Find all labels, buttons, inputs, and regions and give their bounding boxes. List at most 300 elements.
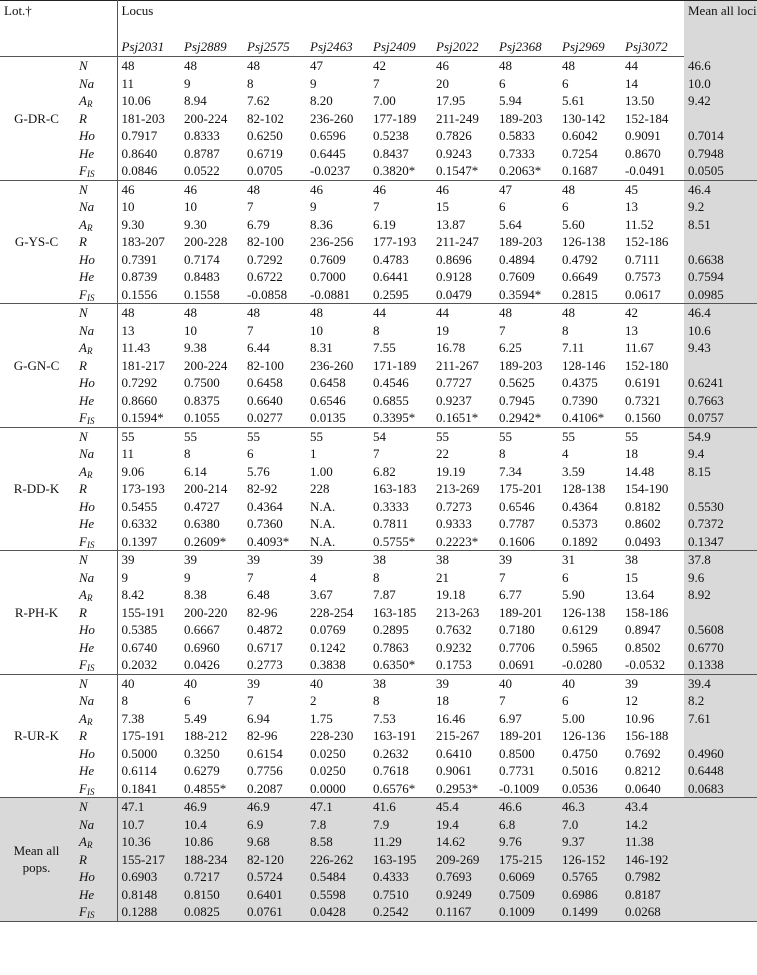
value-cell: 7.55	[373, 340, 396, 355]
locus-name-psj2463: Psj2463	[306, 37, 369, 57]
value-cell: 46	[436, 181, 449, 197]
value-cell: 6	[499, 75, 506, 91]
value-cell: 0.6596	[310, 128, 346, 143]
value-cell: 38	[625, 552, 638, 567]
value-cell: 0.7000	[310, 269, 346, 284]
value-cell: 8	[121, 693, 128, 708]
value-cell: 38	[373, 675, 386, 691]
value-cell: 0.8148	[117, 886, 180, 904]
value-cell: 0.1753	[432, 656, 495, 674]
value-cell: 0.3594*	[495, 286, 558, 304]
value-cell: 10.96	[625, 710, 655, 726]
table-row	[0, 674, 757, 692]
parameter-label: $A_R$	[73, 463, 117, 481]
parameter-label: $F_{IS}$	[73, 409, 117, 427]
value-cell: 8	[373, 693, 380, 708]
value-cell: 228-230	[310, 728, 354, 743]
value-cell: 0.1167	[432, 903, 495, 921]
value-cell	[684, 727, 757, 745]
value-cell: 0.4727	[184, 498, 220, 514]
value-cell	[684, 480, 757, 498]
value-cell: 0.8150	[180, 886, 243, 904]
value-cell: 126-138	[562, 604, 606, 620]
value-cell: 236-260	[310, 357, 354, 373]
parameter-label: He	[73, 268, 117, 286]
value-cell: 10	[184, 199, 197, 214]
value-cell: 0.6445	[310, 145, 346, 161]
table-row	[0, 727, 757, 745]
table-row	[0, 515, 757, 533]
value-cell: 16.46	[436, 710, 466, 726]
value-cell: 13.50	[625, 93, 655, 108]
value-cell: 0.1288	[117, 903, 180, 921]
value-cell: 0.7292	[247, 251, 283, 267]
parameter-label: $F_{IS}$	[73, 533, 117, 551]
value-cell: 13.87	[436, 216, 466, 232]
value-cell: 5.49	[184, 710, 207, 726]
locus-name-psj3072: Psj3072	[621, 37, 684, 57]
value-cell: 0.5530	[684, 498, 757, 516]
value-cell: -0.1009	[495, 780, 558, 798]
table-row	[0, 75, 757, 93]
value-cell: 0.1347	[684, 533, 757, 551]
value-cell: 6.14	[184, 463, 207, 479]
value-cell: 5.76	[247, 463, 270, 479]
value-cell: 0.7500	[184, 375, 220, 390]
table-row	[0, 110, 757, 128]
value-cell: 55	[184, 428, 197, 444]
value-cell: 0.7945	[499, 392, 535, 408]
parameter-label: $F_{IS}$	[73, 780, 117, 798]
value-cell: 0.6250	[247, 128, 283, 143]
value-cell: 82-120	[243, 851, 306, 869]
parameter-label: $F_{IS}$	[73, 656, 117, 674]
value-cell: 46	[436, 58, 449, 73]
value-cell: 15	[436, 199, 449, 214]
value-cell: 0.7756	[247, 763, 283, 778]
value-cell: 0.6042	[562, 128, 598, 143]
table-row	[0, 92, 757, 110]
value-cell: 0.3838	[306, 656, 369, 674]
value-cell: -0.0491	[621, 162, 684, 180]
table-row	[0, 710, 757, 728]
value-cell: 0.4792	[562, 251, 598, 267]
value-cell: 3.59	[562, 463, 585, 479]
table-row	[0, 145, 757, 163]
value-cell: 39	[247, 675, 260, 691]
value-cell: 48	[499, 58, 512, 73]
parameter-label: N	[73, 427, 117, 445]
value-cell: 0.8660	[121, 392, 158, 408]
value-cell: 22	[436, 446, 449, 461]
value-cell: 0.9091	[625, 128, 661, 143]
value-cell: 0.5455	[121, 498, 158, 514]
value-cell: 39.4	[684, 674, 757, 692]
value-cell: 12	[625, 693, 638, 708]
value-cell: 0.5238	[373, 128, 409, 143]
value-cell: 0.6649	[562, 269, 598, 284]
parameter-label: $A_R$	[73, 833, 117, 851]
parameter-label: Ho	[73, 251, 117, 269]
value-cell: 39	[625, 675, 638, 691]
value-cell: 0.2632	[373, 745, 409, 761]
value-cell: 152-184	[625, 110, 669, 126]
value-cell: 0.7731	[499, 763, 535, 778]
parameter-label: Na	[73, 569, 117, 587]
value-cell: 0.9249	[432, 886, 495, 904]
parameter-label: N	[73, 57, 117, 75]
parameter-label: $A_R$	[73, 92, 117, 110]
parameter-label: Ho	[73, 374, 117, 392]
value-cell: 38	[373, 552, 386, 567]
value-cell: 0.5625	[499, 375, 535, 390]
value-cell: 0.2609*	[180, 533, 243, 551]
value-cell: 0.6576*	[369, 780, 432, 798]
parameter-label: R	[73, 357, 117, 375]
value-cell: 8.58	[306, 833, 369, 851]
value-cell: 39	[310, 552, 323, 567]
value-cell: 11.52	[625, 216, 654, 232]
value-cell: 215-267	[436, 728, 480, 743]
value-cell: 6	[184, 693, 191, 708]
value-cell: 19	[436, 322, 449, 338]
value-cell: 46.9	[180, 798, 243, 816]
value-cell: 0.7727	[436, 375, 472, 390]
value-cell: 7	[373, 199, 380, 214]
value-cell: 0.0135	[306, 409, 369, 427]
value-cell: 154-190	[625, 481, 669, 496]
value-cell: 0.8947	[625, 622, 661, 637]
table-row	[0, 180, 757, 198]
value-cell: 0.7917	[121, 128, 158, 143]
value-cell: 0.7618	[373, 763, 409, 778]
locus-name-psj2575: Psj2575	[243, 37, 306, 57]
value-cell: 4	[310, 569, 317, 585]
value-cell: 5.61	[562, 93, 585, 108]
value-cell: 9.43	[684, 339, 757, 357]
value-cell: 0.7609	[310, 251, 346, 267]
value-cell: 9.38	[184, 340, 207, 355]
value-cell: 236-260	[310, 110, 354, 126]
value-cell: 0.1397	[117, 533, 180, 551]
value-cell: 15	[625, 569, 638, 585]
value-cell: 0.7391	[121, 251, 158, 267]
value-cell: 8.2	[684, 692, 757, 710]
value-cell: 0.8375	[184, 392, 220, 408]
mean-all-pops-row	[0, 798, 757, 816]
mean-all-pops-row	[0, 868, 757, 886]
value-cell: 211-267	[436, 357, 479, 373]
value-cell: 0.5484	[306, 868, 369, 886]
value-cell: 0.1594*	[117, 409, 180, 427]
value-cell: 200-224	[184, 357, 228, 373]
value-cell: 9.2	[684, 198, 757, 216]
value-cell: 6.9	[243, 816, 306, 834]
value-cell: 0.7982	[621, 868, 684, 886]
parameter-label: R	[73, 851, 117, 869]
value-cell: 8	[373, 569, 380, 585]
value-cell: 213-263	[436, 604, 480, 620]
value-cell: 10.06	[121, 93, 151, 108]
parameter-label: $A_R$	[73, 216, 117, 234]
value-cell: 7	[373, 75, 380, 91]
value-cell: 0.0769	[310, 622, 346, 637]
value-cell: -0.0237	[306, 162, 369, 180]
value-cell: 10.4	[180, 816, 243, 834]
value-cell: 0.4333	[369, 868, 432, 886]
value-cell: 0.6640	[247, 392, 283, 408]
value-cell: 175-201	[499, 481, 543, 496]
value-cell: 0.2815	[558, 286, 621, 304]
value-cell: 55	[121, 428, 135, 444]
value-cell: 0.7948	[684, 145, 757, 163]
value-cell: 0.8500	[499, 745, 535, 761]
value-cell: 0.1651*	[432, 409, 495, 427]
parameter-label: Na	[73, 816, 117, 834]
value-cell: 0.7273	[436, 498, 472, 514]
value-cell	[684, 604, 757, 622]
value-cell: 0.7180	[499, 622, 535, 637]
value-cell: 0.0522	[180, 162, 243, 180]
value-cell: 0.5755*	[369, 533, 432, 551]
value-cell: 7	[373, 446, 380, 461]
value-cell: 0.6191	[625, 375, 661, 390]
value-cell: 189-203	[499, 110, 543, 126]
locus-name-psj2889: Psj2889	[180, 37, 243, 57]
value-cell: 213-269	[436, 481, 480, 496]
value-cell: 0.8787	[184, 145, 220, 161]
table-row	[0, 780, 757, 798]
value-cell: 7.34	[499, 463, 522, 479]
value-cell: 0.5608	[684, 621, 757, 639]
locus-header: Locus	[117, 1, 684, 38]
value-cell: 39	[121, 552, 135, 567]
value-cell: 211-247	[436, 234, 479, 249]
value-cell: 0.8602	[625, 516, 661, 531]
value-cell: 0.0617	[621, 286, 684, 304]
locus-name-psj2022: Psj2022	[432, 37, 495, 57]
value-cell: 0.8640	[121, 145, 158, 161]
value-cell: 0.2595	[369, 286, 432, 304]
value-cell: 128-146	[562, 357, 606, 373]
value-cell: 0.3250	[184, 745, 220, 761]
parameter-label: Na	[73, 75, 117, 93]
population-label: G-GN-C	[0, 304, 73, 428]
value-cell: 7.38	[121, 710, 145, 726]
value-cell: 13	[121, 322, 135, 338]
value-cell: 0.1892	[558, 533, 621, 551]
value-cell: -0.0532	[621, 656, 684, 674]
value-cell: 40	[310, 675, 323, 691]
value-cell: 7.87	[373, 587, 396, 602]
value-cell: 0.9232	[436, 639, 472, 655]
value-cell: 8.31	[310, 340, 333, 355]
value-cell: 9.42	[684, 92, 757, 110]
value-cell: 0.4894	[499, 251, 535, 267]
value-cell: 236-256	[310, 234, 354, 249]
locus-name-psj2031: Psj2031	[117, 37, 180, 57]
value-cell: 0.7292	[121, 375, 158, 390]
value-cell: 0.6410	[436, 745, 472, 761]
value-cell: 0.1547*	[432, 162, 495, 180]
parameter-label: Ho	[73, 745, 117, 763]
value-cell: N.A.	[306, 533, 369, 551]
value-cell: 13	[625, 199, 638, 214]
value-cell: 7.62	[247, 93, 270, 108]
value-cell: 0.0250	[310, 763, 346, 778]
value-cell: 0.1055	[180, 409, 243, 427]
value-cell: 189-203	[499, 357, 543, 373]
value-cell: 0.4960	[684, 745, 757, 763]
value-cell: 42	[625, 305, 638, 320]
value-cell: 82-96	[247, 604, 278, 620]
parameter-label: He	[73, 639, 117, 657]
value-cell: 0.5598	[306, 886, 369, 904]
table-row	[0, 621, 757, 639]
value-cell: 0.6458	[247, 375, 283, 390]
value-cell: 11	[121, 75, 135, 91]
mean-all-pops-row	[0, 833, 757, 851]
value-cell: 11.43	[121, 340, 151, 355]
value-cell	[684, 110, 757, 128]
value-cell: 46	[310, 181, 323, 197]
value-cell: 6.19	[373, 216, 396, 232]
population-label: R-DD-K	[0, 427, 73, 551]
parameter-label: R	[73, 604, 117, 622]
value-cell: 0.4546	[373, 375, 409, 390]
value-cell: 0.0000	[306, 780, 369, 798]
value-cell: 10	[121, 199, 135, 214]
value-cell: 9.06	[121, 463, 145, 479]
value-cell: -0.0881	[306, 286, 369, 304]
value-cell: 7.61	[684, 710, 757, 728]
table-row	[0, 656, 757, 674]
value-cell: 0.0268	[621, 903, 684, 921]
value-cell: 8.42	[121, 587, 145, 602]
value-cell: 126-152	[558, 851, 621, 869]
value-cell: 1.00	[310, 463, 333, 479]
value-cell: 156-188	[625, 728, 669, 743]
value-cell: 226-262	[306, 851, 369, 869]
value-cell: 0.6719	[247, 145, 283, 161]
population-label: G-YS-C	[0, 180, 73, 304]
parameter-label: R	[73, 110, 117, 128]
value-cell: 155-191	[121, 604, 165, 620]
value-cell: 55	[310, 428, 323, 444]
value-cell: 43.4	[621, 798, 684, 816]
value-cell: 6	[499, 199, 506, 214]
value-cell: 5.00	[562, 710, 585, 726]
value-cell: 0.4375	[562, 375, 598, 390]
value-cell: 8	[499, 446, 506, 461]
value-cell: 3.67	[310, 587, 333, 602]
value-cell: 48	[247, 181, 260, 197]
value-cell: 0.2087	[243, 780, 306, 798]
value-cell: 0.4364	[247, 498, 283, 514]
value-cell: 8.36	[310, 216, 333, 232]
value-cell: 128-138	[562, 481, 606, 496]
value-cell: 0.0536	[558, 780, 621, 798]
value-cell: 82-100	[247, 357, 284, 373]
value-cell: 46.9	[243, 798, 306, 816]
value-cell: 10.36	[117, 833, 180, 851]
value-cell: 10.7	[117, 816, 180, 834]
table-row	[0, 498, 757, 516]
value-cell: 6	[562, 75, 569, 91]
value-cell: 0.6770	[684, 639, 757, 657]
value-cell: 0.0691	[495, 656, 558, 674]
value-cell: 45.4	[432, 798, 495, 816]
value-cell: 18	[436, 693, 449, 708]
value-cell: 0.6722	[247, 269, 283, 284]
value-cell: 9.30	[184, 216, 207, 232]
table-row	[0, 339, 757, 357]
value-cell: 46.6	[684, 57, 757, 75]
value-cell: 39	[499, 552, 512, 567]
value-cell: 7.9	[369, 816, 432, 834]
value-cell: 0.6114	[121, 763, 157, 778]
locus-name-psj2969: Psj2969	[558, 37, 621, 57]
value-cell: 0.1606	[495, 533, 558, 551]
value-cell: 0.4106*	[558, 409, 621, 427]
value-cell: 175-215	[495, 851, 558, 869]
value-cell: 0.1009	[495, 903, 558, 921]
parameter-label: N	[73, 798, 117, 816]
table-row	[0, 551, 757, 569]
value-cell: 0.7509	[495, 886, 558, 904]
value-cell: 9	[184, 569, 191, 585]
value-cell: 45	[625, 181, 638, 197]
value-cell: 0.7333	[499, 145, 535, 161]
table-row	[0, 533, 757, 551]
value-cell: 0.7254	[562, 145, 598, 161]
value-cell: 228	[310, 481, 330, 496]
value-cell: 6.97	[499, 710, 522, 726]
value-cell: 7	[499, 322, 506, 338]
value-cell: 0.6154	[247, 745, 283, 761]
value-cell: 0.8187	[621, 886, 684, 904]
mean-all-pops-row	[0, 851, 757, 869]
value-cell: 0.6441	[373, 269, 409, 284]
value-cell: 0.2542	[369, 903, 432, 921]
value-cell: 11.38	[621, 833, 684, 851]
value-cell: 200-224	[184, 110, 228, 126]
value-cell: 0.7663	[684, 392, 757, 410]
value-cell: 41.6	[369, 798, 432, 816]
value-cell: 6.77	[499, 587, 522, 602]
parameter-label: $A_R$	[73, 710, 117, 728]
value-cell: -0.0858	[243, 286, 306, 304]
value-cell: 0.5373	[562, 516, 598, 531]
value-cell: 7.0	[558, 816, 621, 834]
value-cell: 0.8212	[625, 763, 661, 778]
value-cell: 0.9243	[436, 145, 472, 161]
table-row	[0, 251, 757, 269]
value-cell: 2	[310, 693, 317, 708]
value-cell: 0.2223*	[432, 533, 495, 551]
value-cell: 209-269	[432, 851, 495, 869]
population-label: R-PH-K	[0, 551, 73, 675]
mean-all-loci-header: Mean all loci	[684, 1, 757, 57]
value-cell: 0.4093*	[243, 533, 306, 551]
value-cell: 0.9128	[436, 269, 472, 284]
table-row	[0, 409, 757, 427]
value-cell: 0.7826	[436, 128, 472, 143]
value-cell: 10.0	[684, 75, 757, 93]
value-cell: 5.64	[499, 216, 522, 232]
value-cell: 0.0428	[306, 903, 369, 921]
value-cell: 19.19	[436, 463, 466, 479]
